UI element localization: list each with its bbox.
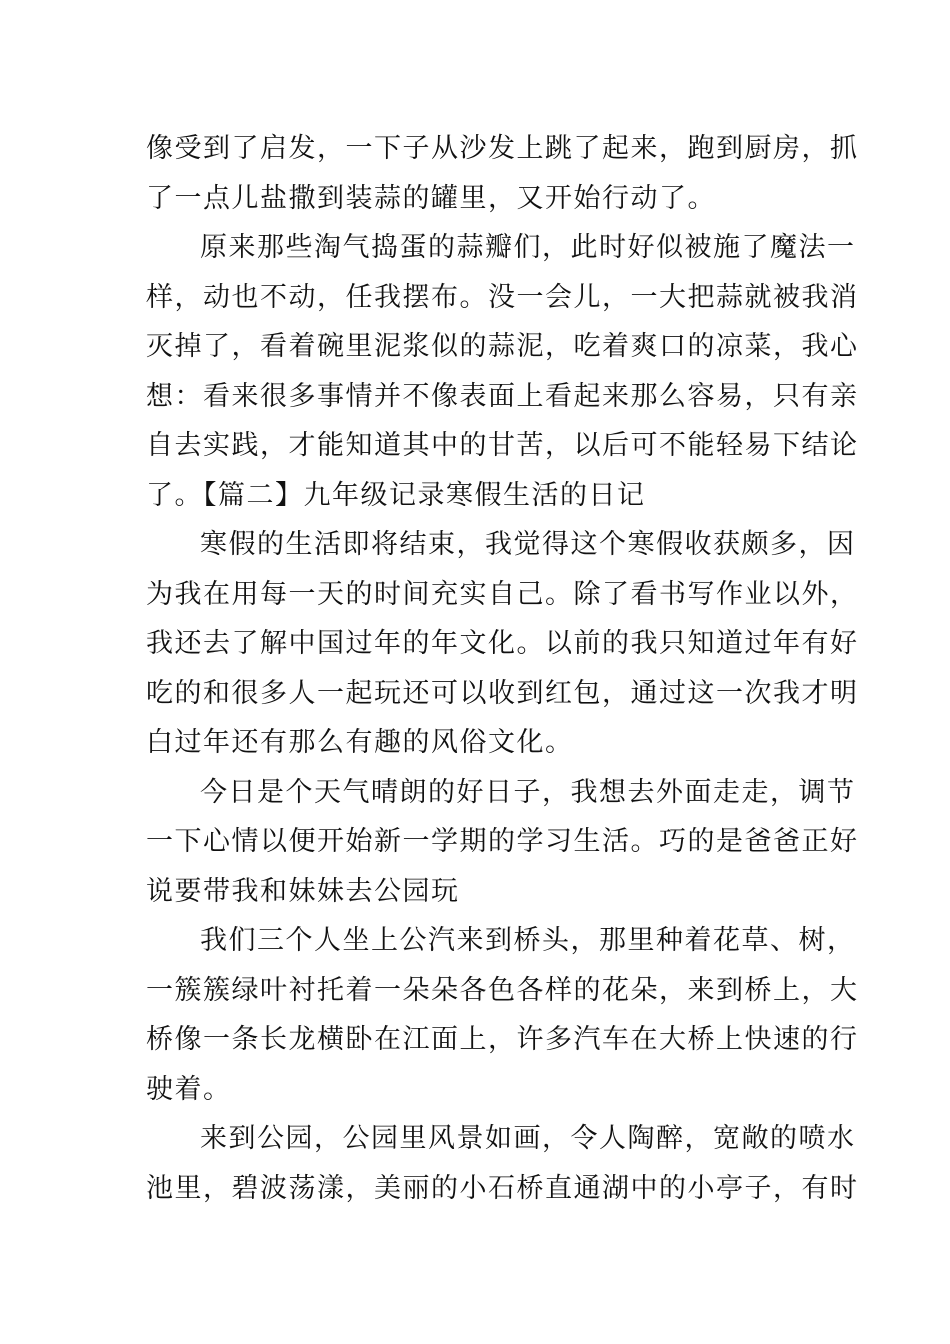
text-line: 白过年还有那么有趣的风俗文化。 bbox=[146, 727, 574, 758]
text-line: 吃的和很多人一起玩还可以收到红包，通过这一次我才明 bbox=[146, 677, 859, 709]
text-line: 池里，碧波荡漾，美丽的小石桥直通湖中的小亭子，有时 bbox=[146, 1172, 859, 1204]
text-line: 自去实践，才能知道其中的甘苦，以后可不能轻易下结论 bbox=[146, 430, 859, 461]
text-line: 今日是个天气晴朗的好日子，我想去外面走走，调节 bbox=[200, 776, 856, 808]
text-line: 我还去了解中国过年的年文化。以前的我只知道过年有好 bbox=[146, 628, 859, 659]
text-line: 驶着。 bbox=[146, 1073, 232, 1105]
text-line: 来到公园，公园里风景如画，令人陶醉，宽敞的喷水 bbox=[200, 1123, 856, 1154]
text-line: 了。【篇二】九年级记录寒假生活的日记 bbox=[146, 479, 646, 511]
text-line: 了一点儿盐撒到装蒜的罐里，又开始行动了。 bbox=[146, 182, 716, 214]
text-line: 为我在用每一天的时间充实自己。除了看书写作业以外， bbox=[146, 578, 859, 610]
text-line: 桥像一条长龙横卧在江面上，许多汽车在大桥上快速的行 bbox=[146, 1024, 859, 1055]
text-line: 像受到了启发，一下子从沙发上跳了起来，跑到厨房，抓 bbox=[146, 133, 859, 164]
text-line: 我们三个人坐上公汽来到桥头，那里种着花草、树， bbox=[200, 925, 856, 956]
text-line: 寒假的生活即将结束，我觉得这个寒假收获颇多，因 bbox=[200, 529, 856, 560]
text-line: 原来那些淘气捣蛋的蒜瓣们，此时好似被施了魔法一 bbox=[200, 232, 856, 263]
text-line: 说要带我和妹妹去公园玩 bbox=[146, 875, 460, 907]
text-line: 想：看来很多事情并不像表面上看起来那么容易，只有亲 bbox=[146, 380, 859, 412]
text-line: 一下心情以便开始新一学期的学习生活。巧的是爸爸正好 bbox=[146, 826, 859, 857]
text-line: 样，动也不动，任我摆布。没一会儿，一大把蒜就被我消 bbox=[146, 281, 859, 313]
text-line: 灭掉了，看着碗里泥浆似的蒜泥，吃着爽口的凉菜，我心 bbox=[146, 331, 859, 362]
text-line: 一簇簇绿叶衬托着一朵朵各色各样的花朵，来到桥上，大 bbox=[146, 974, 859, 1006]
body-text bbox=[146, 124, 859, 1213]
